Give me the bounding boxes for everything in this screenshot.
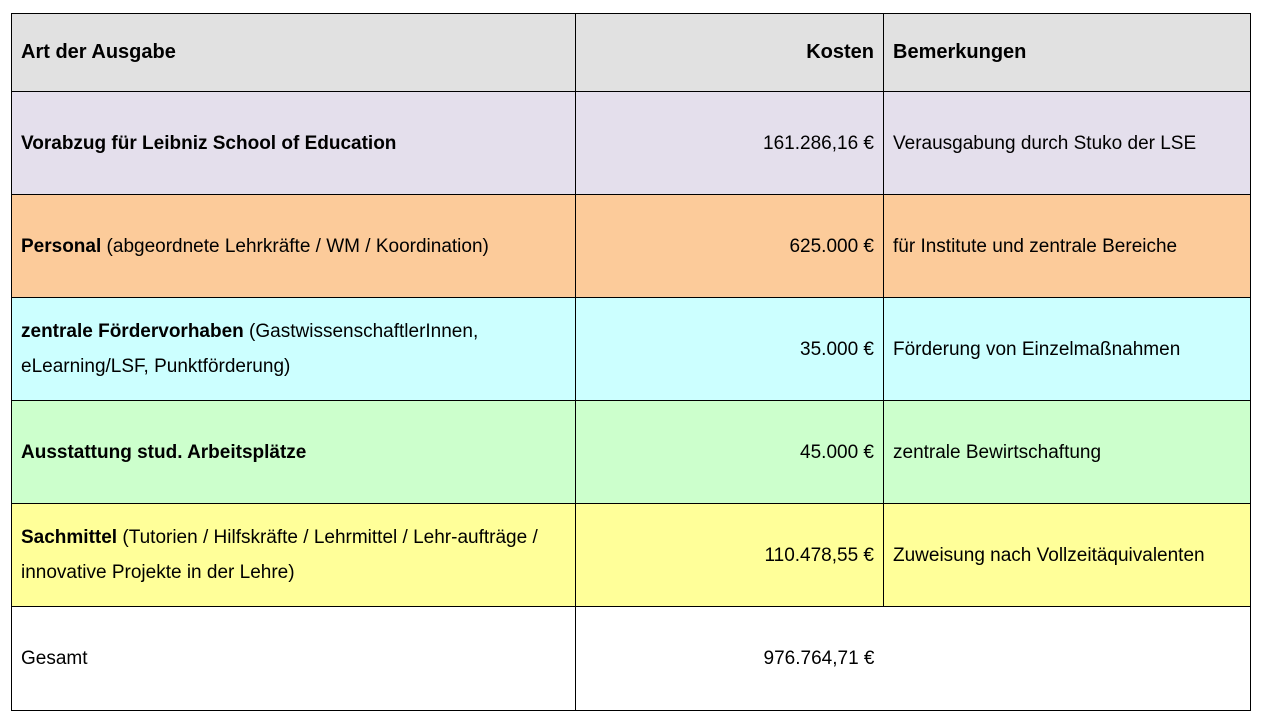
header-type: Art der Ausgabe (12, 14, 576, 92)
cost-cell: 45.000 € (576, 401, 884, 504)
total-cost: 976.764,71 € (576, 607, 884, 711)
type-cell (12, 401, 576, 504)
total-row (12, 607, 1251, 711)
cost-cell: 625.000 € (576, 195, 884, 298)
type-cell (12, 195, 576, 298)
table-row (12, 298, 1251, 401)
type-cell (12, 504, 576, 607)
type-title: Vorabzug für Leibniz School of Education (21, 132, 397, 154)
table-row (12, 401, 1251, 504)
type-detail: (abgeordnete Lehrkräfte / WM / Koordination) (101, 235, 489, 257)
cost-cell: 161.286,16 € (576, 92, 884, 195)
table-row (12, 504, 1251, 607)
type-detail: (GastwissenschaftlerInnen, eLearning/LSF, Punktförderung) (21, 321, 479, 377)
remark-cell: für Institute und zentrale Bereiche (884, 195, 1251, 298)
remark-cell: Zuweisung nach Vollzeitäquivalenten (884, 504, 1251, 607)
remark-cell: Förderung von Einzelmaßnahmen (884, 298, 1251, 401)
type-cell (12, 92, 576, 195)
header-row (12, 14, 1251, 92)
type-title: Personal (21, 235, 102, 257)
type-title: Ausstattung stud. Arbeitsplätze (21, 441, 307, 463)
table-row (12, 195, 1251, 298)
remark-cell: zentrale Bewirtschaftung (884, 401, 1251, 504)
header-remarks: Bemerkungen (884, 14, 1251, 92)
type-title: zentrale Fördervorhaben (21, 321, 244, 342)
type-title: Sachmittel (21, 527, 118, 548)
cost-cell: 35.000 € (576, 298, 884, 401)
header-cost: Kosten (576, 14, 884, 92)
remark-cell: Verausgabung durch Stuko der LSE (884, 92, 1251, 195)
type-cell (12, 298, 576, 401)
total-label: Gesamt (12, 607, 576, 711)
cost-cell: 110.478,55 € (576, 504, 884, 607)
type-detail: (Tutorien / Hilfskräfte / Lehrmittel / Lehr-aufträge / innovative Projekte in der Lehre) (21, 527, 538, 583)
table-row (12, 92, 1251, 195)
total-empty-cell (884, 607, 1251, 711)
budget-table (11, 13, 1251, 711)
